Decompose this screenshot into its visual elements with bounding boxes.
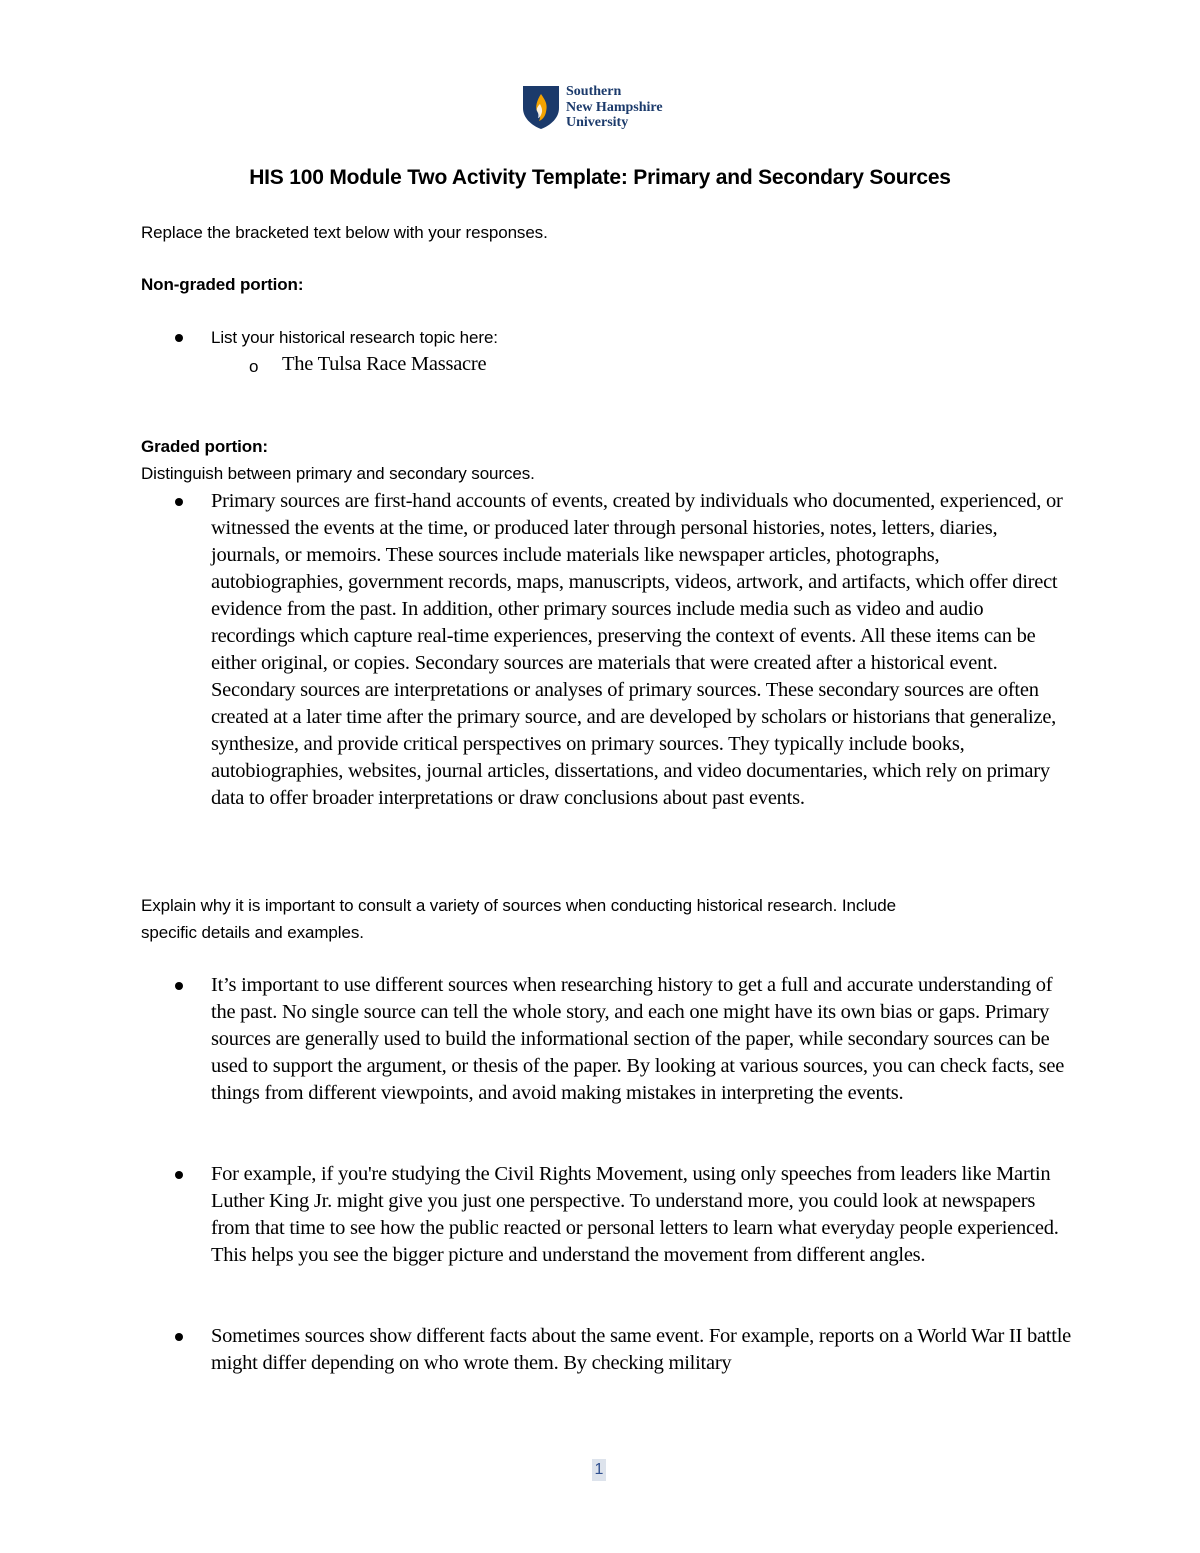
sub-bullet-icon: o <box>249 357 259 376</box>
page-number: 1 <box>592 1459 606 1481</box>
answer-variety-paragraph-2: For example, if you're studying the Civil Rights Movement, using only speeches from leaders like Martin Luther King Jr. might give you just one perspective. To understand more, you could look at newspapers from that time to see how the public reacted or personal letters to learn what everyday people experienced. This helps you see the bigger picture and understand the movement from different angles. <box>211 1163 1059 1266</box>
answer-variety-paragraph-3: Sometimes sources show different facts about the same event. For example, reports on a World War II battle might differ depending on who wrote them. By checking military <box>211 1325 1071 1374</box>
document-title: HIS 100 Module Two Activity Template: Primary and Secondary Sources <box>249 166 951 189</box>
instruction-text: Replace the bracketed text below with your responses. <box>141 223 548 242</box>
answer-primary-secondary: Primary sources are first-hand accounts of events, created by individuals who documented, experienced, or witnessed the events at the time, or produced later through personal histories, notes, letters, diaries, journals, or memoirs. These sources include materials like newspaper articles, photographs, autobiographies, government records, maps, manuscripts, videos, artwork, and artifacts, which offer direct evidence from the past. In addition, other primary sources include media such as video and audio recordings which capture real-time experiences, preserving the context of events. All these items can be either original, or copies. Secondary sources are materials that were created after a historical event. Secondary sources are interpretations or analyses of primary sources. These secondary sources are often created at a later time after the primary source, and are developed by scholars or historians that generalize, synthesize, and provide critical perspectives on primary sources. They typically include books, autobiographies, websites, journal articles, dissertations, and video documentaries, which rely on primary data to offer broader interpretations or draw conclusions about past events. <box>211 490 1063 809</box>
university-name <box>566 84 663 131</box>
prompt-variety-line-1: Explain why it is important to consult a variety of sources when conducting historical research. Include <box>141 896 896 915</box>
university-logo <box>521 84 691 132</box>
answer-variety-paragraph-1: It’s important to use different sources when researching history to get a full and accurate understanding of the past. No single source can tell the whole story, and each one might have its own bias or gaps. Primary sources are generally used to build the informational section of the paper, while secondary sources can be used to support the argument, or thesis of the paper. By looking at various sources, you can check facts, see things from different viewpoints, and avoid making mistakes in interpreting the events. <box>211 974 1065 1104</box>
bullet-icon <box>175 1171 183 1179</box>
prompt-primary-secondary: Distinguish between primary and secondary sources. <box>141 464 535 483</box>
logo-line-3: University <box>566 115 629 130</box>
graded-heading: Graded portion: <box>141 437 268 456</box>
bullet-icon <box>175 334 183 342</box>
research-topic: The Tulsa Race Massacre <box>282 353 487 375</box>
logo-line-1: Southern <box>566 84 622 99</box>
bullet-icon <box>175 982 183 990</box>
bullet-icon <box>175 498 183 506</box>
shield-flame-icon <box>521 84 561 130</box>
prompt-variety-line-2: specific details and examples. <box>141 923 364 942</box>
bullet-icon <box>175 1333 183 1341</box>
topic-prompt: List your historical research topic here: <box>211 328 498 347</box>
non-graded-heading: Non-graded portion: <box>141 275 304 294</box>
logo-line-2: New Hampshire <box>566 99 663 115</box>
